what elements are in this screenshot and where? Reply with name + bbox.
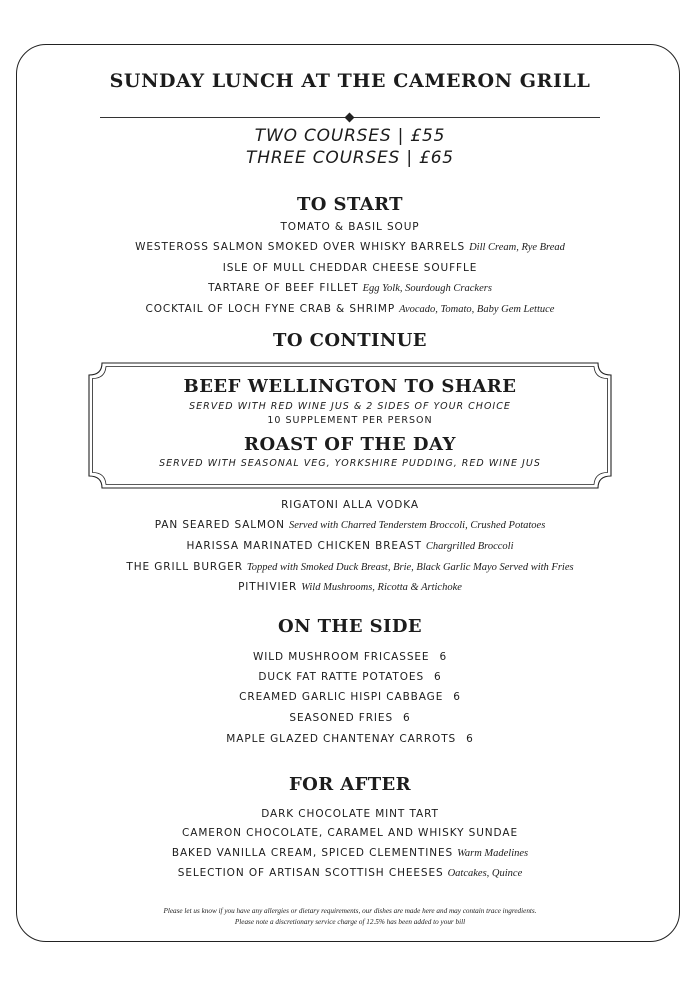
section-heading-for-after: FOR AFTER <box>288 774 412 795</box>
dish-name: PITHIVIER <box>238 581 298 593</box>
section-heading-to-start: TO START <box>297 194 403 215</box>
list-item <box>0 651 700 663</box>
dish-name: BAKED VANILLA CREAM, SPICED CLEMENTINES <box>171 847 454 859</box>
list-item <box>0 691 700 703</box>
dish-name: TOMATO & BASIL SOUP <box>280 221 420 233</box>
price-three-courses: THREE COURSES | £65 <box>246 148 454 168</box>
price-two-courses: TWO COURSES | £55 <box>254 126 446 146</box>
featured-subtitle-roast: SERVED WITH SEASONAL VEG, YORKSHIRE PUDDING, RED WINE JUS <box>159 458 541 469</box>
list-item <box>0 671 700 683</box>
footer-service-charge-note: Please note a discretionary service charge of 12.5% has been added to your bill <box>234 918 466 926</box>
dish-name: THE GRILL BURGER <box>126 561 243 573</box>
list-item <box>0 827 700 839</box>
dish-name: PAN SEARED SALMON <box>154 519 285 531</box>
list-item <box>0 221 700 233</box>
dish-price: 6 <box>453 691 461 703</box>
dish-name: DUCK FAT RATTE POTATOES <box>258 671 425 683</box>
dish-name: ISLE OF MULL CHEDDAR CHEESE SOUFFLE <box>222 262 478 274</box>
dish-description: Avocado, Tomato, Baby Gem Lettuce <box>399 304 555 315</box>
list-item <box>0 499 700 511</box>
footer-allergy-note: Please let us know if you have any allergies or dietary requirements, our dishes are made here and may contain trace ingredients. <box>163 907 537 915</box>
dish-description: Chargrilled Broccoli <box>425 541 514 552</box>
section-heading-to-continue: TO CONTINUE <box>273 330 427 351</box>
list-item <box>0 847 700 859</box>
dish-name: TARTARE OF BEEF FILLET <box>208 282 359 294</box>
dish-name: SELECTION OF ARTISAN SCOTTISH CHEESES <box>177 867 444 879</box>
dish-price: 6 <box>439 651 448 663</box>
dish-description: Topped with Smoked Duck Breast, Brie, Black Garlic Mayo Served with Fries <box>246 562 574 573</box>
dish-name: DARK CHOCOLATE MINT TART <box>261 808 439 820</box>
dish-name: CAMERON CHOCOLATE, CARAMEL AND WHISKY SUNDAE <box>182 827 518 839</box>
dish-name: WILD MUSHROOM FRICASSEE <box>252 651 430 663</box>
dish-description: Served with Charred Tenderstem Broccoli, Crushed Potatoes <box>288 520 546 531</box>
list-item <box>0 241 700 253</box>
dish-name: WESTEROSS SALMON SMOKED OVER WHISKY BARRELS <box>135 241 466 253</box>
dish-description: Dill Cream, Rye Bread <box>469 242 565 253</box>
dish-price: 6 <box>466 733 474 745</box>
dish-description: Oatcakes, Quince <box>447 868 523 879</box>
menu-title: SUNDAY LUNCH AT THE CAMERON GRILL <box>109 70 591 92</box>
featured-title-roast: ROAST OF THE DAY <box>244 434 456 455</box>
list-item <box>0 808 700 820</box>
list-item <box>0 519 700 531</box>
dish-name: COCKTAIL OF LOCH FYNE CRAB & SHRIMP <box>145 303 396 315</box>
list-item <box>0 282 700 294</box>
list-item <box>0 540 700 552</box>
list-item <box>0 303 700 315</box>
featured-title-wellington: BEEF WELLINGTON TO SHARE <box>183 376 517 397</box>
featured-note-wellington: 10 SUPPLEMENT PER PERSON <box>267 415 433 426</box>
featured-subtitle-wellington: SERVED WITH RED WINE JUS & 2 SIDES OF YOUR CHOICE <box>189 401 511 412</box>
dish-description: Wild Mushrooms, Ricotta & Artichoke <box>301 582 462 593</box>
dish-price: 6 <box>434 671 442 683</box>
list-item <box>0 581 700 593</box>
dish-name: MAPLE GLAZED CHANTENAY CARROTS <box>226 733 457 745</box>
list-item <box>0 712 700 724</box>
list-item <box>0 867 700 879</box>
dish-description: Egg Yolk, Sourdough Crackers <box>362 283 492 294</box>
dish-name: RIGATONI ALLA VODKA <box>281 499 419 511</box>
list-item <box>0 561 700 573</box>
dish-name: SEASONED FRIES <box>289 712 394 724</box>
list-item <box>0 733 700 745</box>
dish-name: CREAMED GARLIC HISPI CABBAGE <box>239 691 444 703</box>
list-item <box>0 262 700 274</box>
dish-name: HARISSA MARINATED CHICKEN BREAST <box>186 540 422 552</box>
section-heading-on-the-side: ON THE SIDE <box>278 616 422 637</box>
dish-description: Warm Madelines <box>457 848 529 859</box>
dish-price: 6 <box>403 712 411 724</box>
